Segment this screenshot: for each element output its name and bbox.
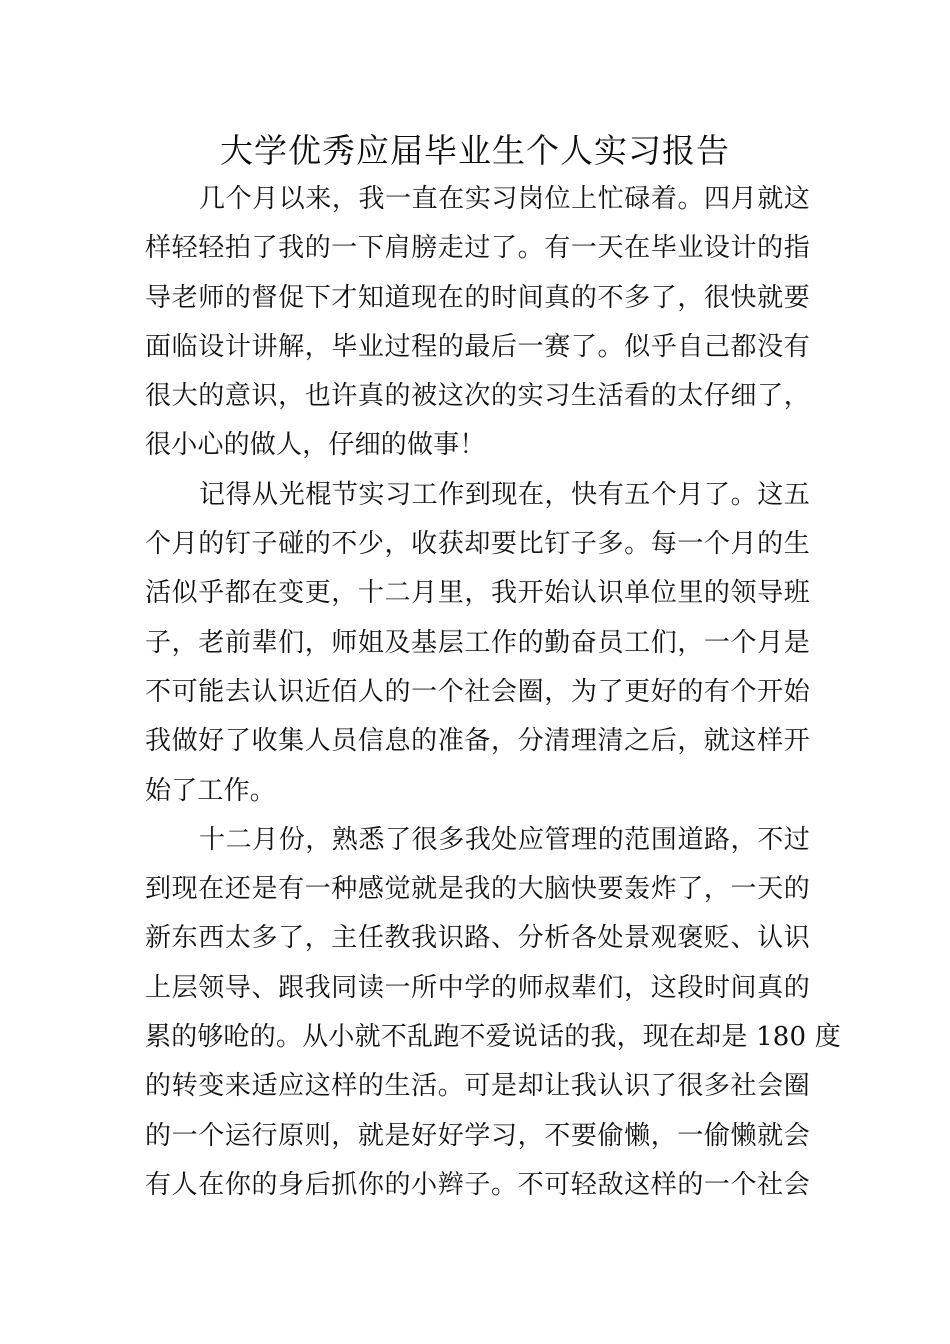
text-line: 上层领导、跟我同读一所中学的师叔辈们，这段时间真的 — [145, 972, 810, 1003]
text-line: 个月的钉子碰的不少，收获却要比钉子多。每一个月的生 — [145, 529, 810, 560]
text-line: 面临设计讲解，毕业过程的最后一赛了。似乎自己都没有 — [145, 331, 810, 362]
text-line: 导老师的督促下才知道现在的时间真的不多了，很快就要 — [145, 282, 810, 313]
text-line: 不可能去认识近佰人的一个社会圈，为了更好的有个开始 — [145, 676, 810, 707]
paragraph-2 — [145, 471, 810, 816]
text-line: 几个月以来，我一直在实习岗位上忙碌着。四月就这 — [199, 184, 810, 214]
text-line: 子，老前辈们，师姐及基层工作的勤奋员工们，一个月是 — [145, 627, 810, 658]
document-body — [145, 175, 841, 1210]
text-line: 样轻轻拍了我的一下肩膀走过了。有一天在毕业设计的指 — [145, 233, 810, 264]
text-line: 有人在你的身后抓你的小辫子。不可轻敌这样的一个社会 — [145, 1169, 810, 1200]
text-line: 活似乎都在变更，十二月里，我开始认识单位里的领导班 — [145, 578, 810, 609]
text-line: 十二月份，熟悉了很多我处应管理的范围道路，不过 — [199, 824, 810, 855]
paragraph-3 — [145, 816, 841, 1210]
text-line: 始了工作。 — [145, 775, 277, 806]
text-line: 很小心的做人，仔细的做事！ — [145, 430, 486, 461]
text-line: 到现在还是有一种感觉就是我的大脑快要轰炸了，一天的 — [145, 874, 810, 905]
text-line: 的转变来适应这样的生活。可是却让我认识了很多社会圈 — [145, 1071, 810, 1102]
text-line: 的一个运行原则，就是好好学习，不要偷懒，一偷懒就会 — [145, 1120, 810, 1151]
text-line: 记得从光棍节实习工作到现在，快有五个月了。这五 — [199, 479, 810, 510]
text-line: 我做好了收集人员信息的准备，分清理清之后，就这样开 — [145, 726, 810, 757]
paragraph-1 — [145, 175, 810, 471]
text-line: 新东西太多了，主任教我识路、分析各处景观褒贬、认识 — [145, 923, 810, 954]
text-line: 累的够呛的。从小就不乱跑不爱说话的我，现在却是 180 度 — [145, 1022, 841, 1053]
text-line: 很大的意识，也许真的被这次的实习生活看的太仔细了， — [145, 381, 810, 412]
document-title: 大学优秀应届毕业生个人实习报告 — [220, 131, 730, 170]
